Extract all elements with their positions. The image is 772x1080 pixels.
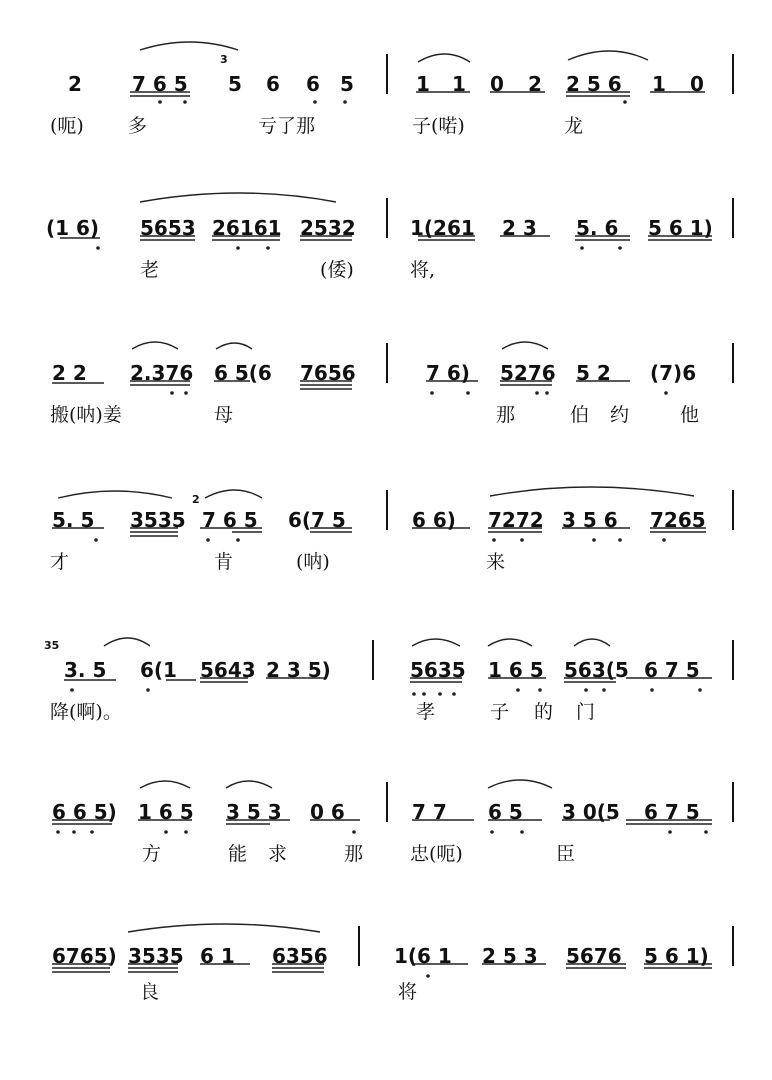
notation-row <box>0 68 772 100</box>
barline <box>732 54 734 94</box>
score-line-3 <box>0 357 772 497</box>
note-group: 6 6 5) <box>52 800 117 824</box>
barline <box>732 490 734 530</box>
lyric: (倭) <box>320 259 354 281</box>
note-group: 6 6) <box>412 508 456 532</box>
score-line-7 <box>0 940 772 1080</box>
note-group: 2 3 5) <box>266 658 331 682</box>
note-group: 7272 <box>488 508 544 532</box>
barline <box>386 54 388 94</box>
lyrics-row <box>0 256 772 284</box>
notation-row <box>0 940 772 972</box>
notation-row <box>0 654 772 686</box>
lyrics-row <box>0 401 772 429</box>
note-group: 7656 <box>300 361 356 385</box>
grace-note: 35 <box>44 639 60 652</box>
lyric: 将, <box>410 259 436 281</box>
note-group: 2.376 <box>130 361 194 385</box>
note-group: 7 6 5 <box>132 72 188 96</box>
note-group: 2 5 3 <box>482 944 538 968</box>
note-group: 3 0(5 <box>562 800 620 824</box>
barline <box>386 198 388 238</box>
barline <box>732 640 734 680</box>
note-group: 6765) <box>52 944 117 968</box>
note: 1 <box>652 72 666 96</box>
grace-note: 3 <box>220 53 228 66</box>
barline <box>372 640 374 680</box>
note: 1 <box>416 72 430 96</box>
lyric: 求 <box>268 843 288 865</box>
note-group: 7 6) <box>426 361 470 385</box>
note-group: 7265 <box>650 508 706 532</box>
note-group: 6 5 <box>488 800 523 824</box>
note-group: 2 5 6 <box>566 72 622 96</box>
note-group: 3535 <box>128 944 184 968</box>
note-group: 1 6 5 <box>488 658 544 682</box>
note-group: 6 1 <box>200 944 235 968</box>
note-group: 3 5 6 <box>562 508 618 532</box>
barline <box>732 782 734 822</box>
lyric: 来 <box>486 551 506 573</box>
lyric: 母 <box>214 404 234 426</box>
lyric: 臣 <box>556 843 576 865</box>
note: 5 <box>340 72 354 96</box>
note: 5 <box>228 72 242 96</box>
note-group: 3 5 3 <box>226 800 282 824</box>
note-group: 6 7 5 <box>644 658 700 682</box>
lyric: 他 <box>680 404 700 426</box>
lyric: 肯 <box>214 551 234 573</box>
note-group: 6356 <box>272 944 328 968</box>
lyric: 搬(呐)姜 <box>50 404 122 426</box>
lyric: 门 <box>576 701 596 723</box>
note-group: 1 6 5 <box>138 800 194 824</box>
lyric: 良 <box>140 981 160 1003</box>
note-group: 5653 <box>140 216 196 240</box>
lyric: 老 <box>140 259 160 281</box>
barline <box>386 343 388 383</box>
score-line-4 <box>0 493 772 644</box>
lyrics-row <box>0 698 772 726</box>
lyric: 降(啊)。 <box>50 701 122 723</box>
note-group: 5 6 1) <box>648 216 713 240</box>
lyrics-row <box>0 112 772 140</box>
lyrics-row <box>0 978 772 1006</box>
note-group: 6 7 5 <box>644 800 700 824</box>
lyric: 那 <box>344 843 364 865</box>
note-group: 5276 <box>500 361 556 385</box>
lyric: 能 <box>228 843 248 865</box>
score-line-2 <box>0 212 772 352</box>
note-group: 1(261 <box>410 216 475 240</box>
note-group: (1 6) <box>46 216 100 240</box>
lyrics-row <box>0 548 772 576</box>
grace-note: 2 <box>192 493 200 506</box>
lyric: 子 <box>490 701 510 723</box>
barline <box>386 490 388 530</box>
note-group: 0 6 <box>310 800 345 824</box>
note: 0 <box>490 72 504 96</box>
lyric: 子(喏) <box>412 115 465 137</box>
lyric: 多 <box>128 115 148 137</box>
score-line-5 <box>0 639 772 794</box>
note-group: (7)6 <box>650 361 697 385</box>
note-group: 6(1 <box>140 658 177 682</box>
lyric: 将 <box>398 981 418 1003</box>
lyric: 才 <box>50 551 70 573</box>
note-group: 563(5 <box>564 658 629 682</box>
note-group: 3535 <box>130 508 186 532</box>
note: 2 <box>528 72 542 96</box>
barline <box>358 926 360 966</box>
notation-row <box>0 796 772 828</box>
lyric: 亏了那 <box>258 115 316 137</box>
score-line-6 <box>0 796 772 936</box>
note-group: 5. 5 <box>52 508 95 532</box>
barline <box>732 343 734 383</box>
note-group: 5 2 <box>576 361 611 385</box>
note: 6 <box>306 72 320 96</box>
note: 1 <box>452 72 466 96</box>
lyric: 伯 <box>570 404 590 426</box>
lyric: (呃) <box>50 115 84 137</box>
barline <box>386 782 388 822</box>
barline <box>732 198 734 238</box>
lyric: 孝 <box>416 701 436 723</box>
note-group: 6(7 5 <box>288 508 346 532</box>
note-group: 5. 6 <box>576 216 619 240</box>
note-group: 3. 5 <box>64 658 107 682</box>
lyric: (呐) <box>296 551 330 573</box>
note-group: 2 3 <box>502 216 537 240</box>
note-group: 7 6 5 <box>202 508 258 532</box>
lyric: 方 <box>142 843 162 865</box>
score-line-1 <box>0 53 772 208</box>
notation-row <box>0 504 772 536</box>
note: 0 <box>690 72 704 96</box>
lyric: 约 <box>610 404 630 426</box>
note-group: 6 5(6 <box>214 361 272 385</box>
note-group: 5 6 1) <box>644 944 709 968</box>
lyric: 龙 <box>564 115 584 137</box>
note-group: 7 7 <box>412 800 447 824</box>
note-group: 2532 <box>300 216 356 240</box>
note-group: 5635 <box>410 658 466 682</box>
note-group: 5643 <box>200 658 256 682</box>
note: 2 <box>68 72 82 96</box>
notation-row <box>0 212 772 244</box>
note-group: 5676 <box>566 944 622 968</box>
note-group: 2 2 <box>52 361 87 385</box>
lyric: 的 <box>534 701 554 723</box>
lyric: 忠(呃) <box>410 843 463 865</box>
barline <box>732 926 734 966</box>
note-group: 1(6 1 <box>394 944 452 968</box>
note-group: 26161 <box>212 216 282 240</box>
notation-row <box>0 357 772 389</box>
note: 6 <box>266 72 280 96</box>
lyric: 那 <box>496 404 516 426</box>
lyrics-row <box>0 840 772 868</box>
